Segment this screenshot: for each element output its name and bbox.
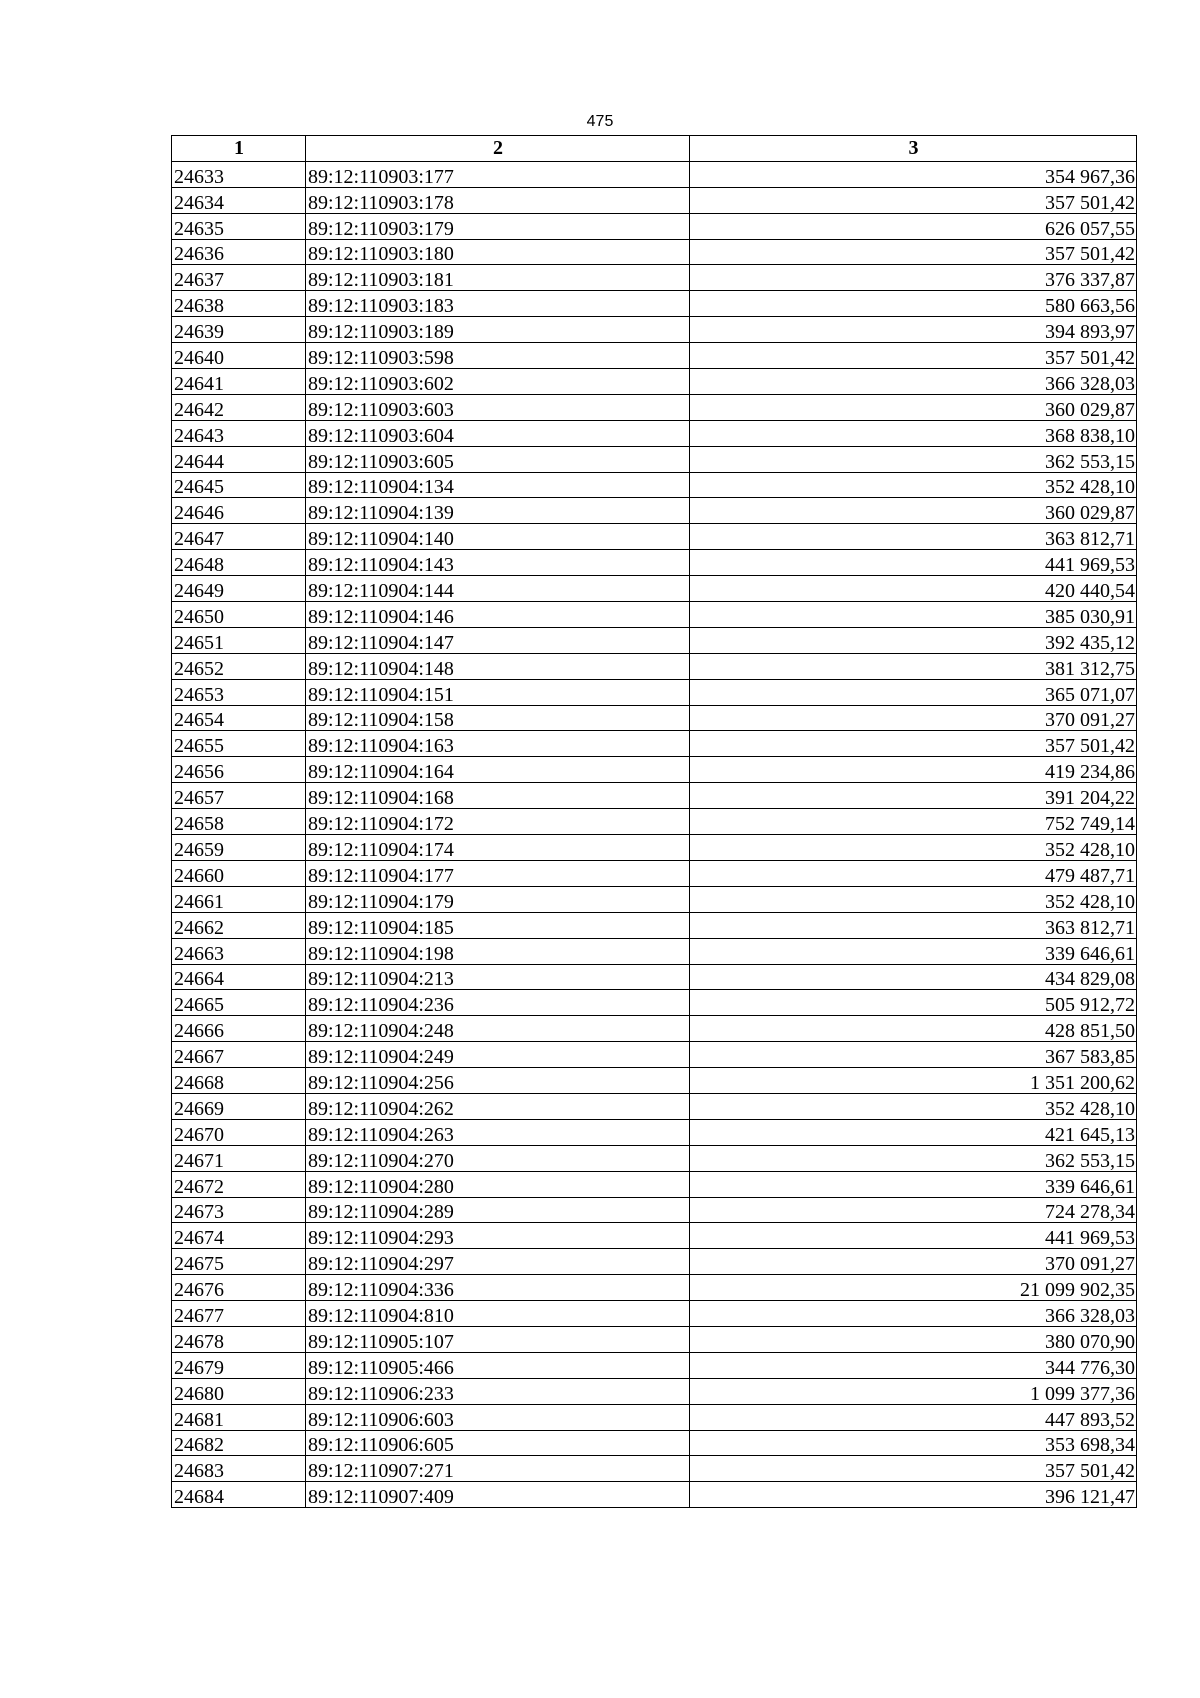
cadastral-number-cell: 89:12:110904:151 (306, 679, 690, 705)
table-row (172, 187, 1137, 213)
cadastral-value-cell: 357 501,42 (690, 343, 1137, 369)
row-number-cell: 24662 (172, 912, 306, 938)
table-row (172, 576, 1137, 602)
cadastral-number-cell: 89:12:110903:604 (306, 420, 690, 446)
table-row (172, 446, 1137, 472)
cadastral-number-cell: 89:12:110904:213 (306, 964, 690, 990)
cadastral-number-cell: 89:12:110904:148 (306, 653, 690, 679)
row-number-cell: 24653 (172, 679, 306, 705)
cadastral-value-cell: 367 583,85 (690, 1042, 1137, 1068)
row-number-cell: 24651 (172, 627, 306, 653)
cadastral-value-cell: 420 440,54 (690, 576, 1137, 602)
column-header-1: 1 (172, 136, 306, 162)
cadastral-value-cell: 394 893,97 (690, 317, 1137, 343)
row-number-cell: 24646 (172, 498, 306, 524)
cadastral-value-cell: 752 749,14 (690, 809, 1137, 835)
cadastral-value-cell: 362 553,15 (690, 1145, 1137, 1171)
table-row (172, 161, 1137, 187)
cadastral-number-cell: 89:12:110906:233 (306, 1378, 690, 1404)
cadastral-number-cell: 89:12:110903:180 (306, 239, 690, 265)
cadastral-value-cell: 441 969,53 (690, 1223, 1137, 1249)
row-number-cell: 24676 (172, 1275, 306, 1301)
cadastral-value-cell: 381 312,75 (690, 653, 1137, 679)
table-row (172, 369, 1137, 395)
cadastral-number-cell: 89:12:110904:140 (306, 524, 690, 550)
table-row (172, 1326, 1137, 1352)
table-row (172, 705, 1137, 731)
cadastral-value-cell: 724 278,34 (690, 1197, 1137, 1223)
row-number-cell: 24656 (172, 757, 306, 783)
cadastral-number-cell: 89:12:110904:262 (306, 1093, 690, 1119)
table-row (172, 990, 1137, 1016)
cadastral-number-cell: 89:12:110904:143 (306, 550, 690, 576)
table-row (172, 1093, 1137, 1119)
row-number-cell: 24645 (172, 472, 306, 498)
cadastral-number-cell: 89:12:110903:602 (306, 369, 690, 395)
cadastral-value-cell: 626 057,55 (690, 213, 1137, 239)
row-number-cell: 24647 (172, 524, 306, 550)
row-number-cell: 24657 (172, 783, 306, 809)
cadastral-value-cell: 353 698,34 (690, 1430, 1137, 1456)
table-row (172, 1145, 1137, 1171)
cadastral-number-cell: 89:12:110904:158 (306, 705, 690, 731)
table-row (172, 524, 1137, 550)
row-number-cell: 24643 (172, 420, 306, 446)
cadastral-number-cell: 89:12:110904:270 (306, 1145, 690, 1171)
cadastral-number-cell: 89:12:110903:179 (306, 213, 690, 239)
cadastral-value-cell: 1 099 377,36 (690, 1378, 1137, 1404)
row-number-cell: 24638 (172, 291, 306, 317)
cadastral-number-cell: 89:12:110904:248 (306, 1016, 690, 1042)
table-row (172, 1197, 1137, 1223)
row-number-cell: 24644 (172, 446, 306, 472)
table-row (172, 239, 1137, 265)
cadastral-value-cell: 392 435,12 (690, 627, 1137, 653)
cadastral-value-cell: 391 204,22 (690, 783, 1137, 809)
cadastral-value-cell: 339 646,61 (690, 1171, 1137, 1197)
cadastral-value-cell: 396 121,47 (690, 1482, 1137, 1508)
cadastral-number-cell: 89:12:110904:144 (306, 576, 690, 602)
row-number-cell: 24649 (172, 576, 306, 602)
row-number-cell: 24674 (172, 1223, 306, 1249)
cadastral-value-cell: 1 351 200,62 (690, 1068, 1137, 1094)
cadastral-value-cell: 434 829,08 (690, 964, 1137, 990)
cadastral-number-cell: 89:12:110904:198 (306, 938, 690, 964)
cadastral-number-cell: 89:12:110904:147 (306, 627, 690, 653)
column-header-2: 2 (306, 136, 690, 162)
cadastral-number-cell: 89:12:110904:256 (306, 1068, 690, 1094)
table-row (172, 1352, 1137, 1378)
table-row (172, 809, 1137, 835)
table-row (172, 964, 1137, 990)
table-row (172, 679, 1137, 705)
cadastral-value-cell: 366 328,03 (690, 1301, 1137, 1327)
cadastral-number-cell: 89:12:110903:598 (306, 343, 690, 369)
row-number-cell: 24680 (172, 1378, 306, 1404)
table-row (172, 783, 1137, 809)
cadastral-value-cell: 360 029,87 (690, 498, 1137, 524)
cadastral-number-cell: 89:12:110903:603 (306, 394, 690, 420)
row-number-cell: 24634 (172, 187, 306, 213)
row-number-cell: 24673 (172, 1197, 306, 1223)
cadastral-value-cell: 360 029,87 (690, 394, 1137, 420)
row-number-cell: 24661 (172, 886, 306, 912)
cadastral-value-cell: 380 070,90 (690, 1326, 1137, 1352)
cadastral-number-cell: 89:12:110904:280 (306, 1171, 690, 1197)
column-header-3: 3 (690, 136, 1137, 162)
table-row (172, 394, 1137, 420)
table-row (172, 1482, 1137, 1508)
row-number-cell: 24641 (172, 369, 306, 395)
cadastral-value-cell: 363 812,71 (690, 912, 1137, 938)
row-number-cell: 24666 (172, 1016, 306, 1042)
cadastral-value-cell: 352 428,10 (690, 835, 1137, 861)
cadastral-value-cell: 357 501,42 (690, 187, 1137, 213)
table-row (172, 886, 1137, 912)
cadastral-number-cell: 89:12:110904:185 (306, 912, 690, 938)
cadastral-value-cell: 357 501,42 (690, 239, 1137, 265)
table-body (172, 161, 1137, 1507)
row-number-cell: 24654 (172, 705, 306, 731)
cadastral-number-cell: 89:12:110904:163 (306, 731, 690, 757)
row-number-cell: 24668 (172, 1068, 306, 1094)
cadastral-number-cell: 89:12:110904:810 (306, 1301, 690, 1327)
cadastral-value-cell: 505 912,72 (690, 990, 1137, 1016)
table-row (172, 1275, 1137, 1301)
cadastral-value-cell: 354 967,36 (690, 161, 1137, 187)
cadastral-number-cell: 89:12:110904:289 (306, 1197, 690, 1223)
cadastral-value-cell: 344 776,30 (690, 1352, 1137, 1378)
cadastral-value-cell: 370 091,27 (690, 1249, 1137, 1275)
table-row (172, 1016, 1137, 1042)
cadastral-number-cell: 89:12:110905:466 (306, 1352, 690, 1378)
row-number-cell: 24681 (172, 1404, 306, 1430)
row-number-cell: 24660 (172, 860, 306, 886)
cadastral-value-cell: 428 851,50 (690, 1016, 1137, 1042)
table-row (172, 1404, 1137, 1430)
cadastral-number-cell: 89:12:110904:179 (306, 886, 690, 912)
row-number-cell: 24679 (172, 1352, 306, 1378)
table-row (172, 343, 1137, 369)
cadastral-number-cell: 89:12:110904:249 (306, 1042, 690, 1068)
cadastral-value-cell: 352 428,10 (690, 1093, 1137, 1119)
table-row (172, 860, 1137, 886)
row-number-cell: 24678 (172, 1326, 306, 1352)
cadastral-number-cell: 89:12:110904:174 (306, 835, 690, 861)
cadastral-value-cell: 447 893,52 (690, 1404, 1137, 1430)
cadastral-value-cell: 21 099 902,35 (690, 1275, 1137, 1301)
table-row (172, 835, 1137, 861)
table-row (172, 265, 1137, 291)
cadastral-number-cell: 89:12:110904:146 (306, 602, 690, 628)
row-number-cell: 24663 (172, 938, 306, 964)
table-row (172, 1378, 1137, 1404)
cadastral-value-cell: 385 030,91 (690, 602, 1137, 628)
row-number-cell: 24637 (172, 265, 306, 291)
cadastral-number-cell: 89:12:110903:177 (306, 161, 690, 187)
cadastral-value-cell: 363 812,71 (690, 524, 1137, 550)
row-number-cell: 24665 (172, 990, 306, 1016)
cadastral-number-cell: 89:12:110904:177 (306, 860, 690, 886)
table-row (172, 213, 1137, 239)
row-number-cell: 24682 (172, 1430, 306, 1456)
table-row (172, 1249, 1137, 1275)
table-row (172, 498, 1137, 524)
row-number-cell: 24655 (172, 731, 306, 757)
cadastral-value-cell: 357 501,42 (690, 731, 1137, 757)
table-row (172, 1119, 1137, 1145)
cadastral-value-table (171, 135, 1137, 1508)
cadastral-value-cell: 357 501,42 (690, 1456, 1137, 1482)
cadastral-number-cell: 89:12:110906:605 (306, 1430, 690, 1456)
cadastral-value-cell: 365 071,07 (690, 679, 1137, 705)
cadastral-number-cell: 89:12:110904:134 (306, 472, 690, 498)
table-row (172, 1068, 1137, 1094)
table-row (172, 757, 1137, 783)
cadastral-value-cell: 421 645,13 (690, 1119, 1137, 1145)
row-number-cell: 24640 (172, 343, 306, 369)
table-row (172, 1171, 1137, 1197)
cadastral-number-cell: 89:12:110904:263 (306, 1119, 690, 1145)
cadastral-number-cell: 89:12:110903:178 (306, 187, 690, 213)
cadastral-number-cell: 89:12:110904:293 (306, 1223, 690, 1249)
table-row (172, 653, 1137, 679)
row-number-cell: 24683 (172, 1456, 306, 1482)
table-row (172, 1042, 1137, 1068)
cadastral-value-cell: 370 091,27 (690, 705, 1137, 731)
row-number-cell: 24672 (172, 1171, 306, 1197)
cadastral-value-cell: 362 553,15 (690, 446, 1137, 472)
row-number-cell: 24667 (172, 1042, 306, 1068)
row-number-cell: 24636 (172, 239, 306, 265)
cadastral-number-cell: 89:12:110907:271 (306, 1456, 690, 1482)
table-row (172, 291, 1137, 317)
table-row (172, 1456, 1137, 1482)
table-row (172, 1301, 1137, 1327)
cadastral-number-cell: 89:12:110903:189 (306, 317, 690, 343)
cadastral-value-cell: 479 487,71 (690, 860, 1137, 886)
cadastral-number-cell: 89:12:110904:164 (306, 757, 690, 783)
row-number-cell: 24675 (172, 1249, 306, 1275)
cadastral-value-cell: 366 328,03 (690, 369, 1137, 395)
table-row (172, 602, 1137, 628)
row-number-cell: 24671 (172, 1145, 306, 1171)
cadastral-number-cell: 89:12:110903:605 (306, 446, 690, 472)
row-number-cell: 24648 (172, 550, 306, 576)
row-number-cell: 24642 (172, 394, 306, 420)
table-row (172, 627, 1137, 653)
cadastral-value-cell: 376 337,87 (690, 265, 1137, 291)
cadastral-value-cell: 352 428,10 (690, 886, 1137, 912)
table-row (172, 1223, 1137, 1249)
cadastral-number-cell: 89:12:110903:181 (306, 265, 690, 291)
row-number-cell: 24670 (172, 1119, 306, 1145)
table-row (172, 472, 1137, 498)
table-row (172, 420, 1137, 446)
table-header-row (172, 136, 1137, 162)
table-row (172, 317, 1137, 343)
cadastral-number-cell: 89:12:110906:603 (306, 1404, 690, 1430)
row-number-cell: 24669 (172, 1093, 306, 1119)
cadastral-value-cell: 419 234,86 (690, 757, 1137, 783)
cadastral-number-cell: 89:12:110904:336 (306, 1275, 690, 1301)
row-number-cell: 24658 (172, 809, 306, 835)
cadastral-number-cell: 89:12:110903:183 (306, 291, 690, 317)
cadastral-value-cell: 368 838,10 (690, 420, 1137, 446)
page-number: 475 (586, 113, 614, 130)
table-row (172, 731, 1137, 757)
cadastral-value-cell: 352 428,10 (690, 472, 1137, 498)
row-number-cell: 24664 (172, 964, 306, 990)
cadastral-number-cell: 89:12:110904:172 (306, 809, 690, 835)
cadastral-value-cell: 339 646,61 (690, 938, 1137, 964)
table-row (172, 938, 1137, 964)
row-number-cell: 24659 (172, 835, 306, 861)
row-number-cell: 24684 (172, 1482, 306, 1508)
table-row (172, 550, 1137, 576)
cadastral-number-cell: 89:12:110905:107 (306, 1326, 690, 1352)
row-number-cell: 24677 (172, 1301, 306, 1327)
cadastral-number-cell: 89:12:110904:168 (306, 783, 690, 809)
cadastral-number-cell: 89:12:110904:297 (306, 1249, 690, 1275)
cadastral-number-cell: 89:12:110907:409 (306, 1482, 690, 1508)
row-number-cell: 24639 (172, 317, 306, 343)
cadastral-number-cell: 89:12:110904:236 (306, 990, 690, 1016)
cadastral-number-cell: 89:12:110904:139 (306, 498, 690, 524)
cadastral-value-cell: 580 663,56 (690, 291, 1137, 317)
row-number-cell: 24635 (172, 213, 306, 239)
row-number-cell: 24633 (172, 161, 306, 187)
row-number-cell: 24650 (172, 602, 306, 628)
table-row (172, 1430, 1137, 1456)
row-number-cell: 24652 (172, 653, 306, 679)
cadastral-value-cell: 441 969,53 (690, 550, 1137, 576)
table-row (172, 912, 1137, 938)
